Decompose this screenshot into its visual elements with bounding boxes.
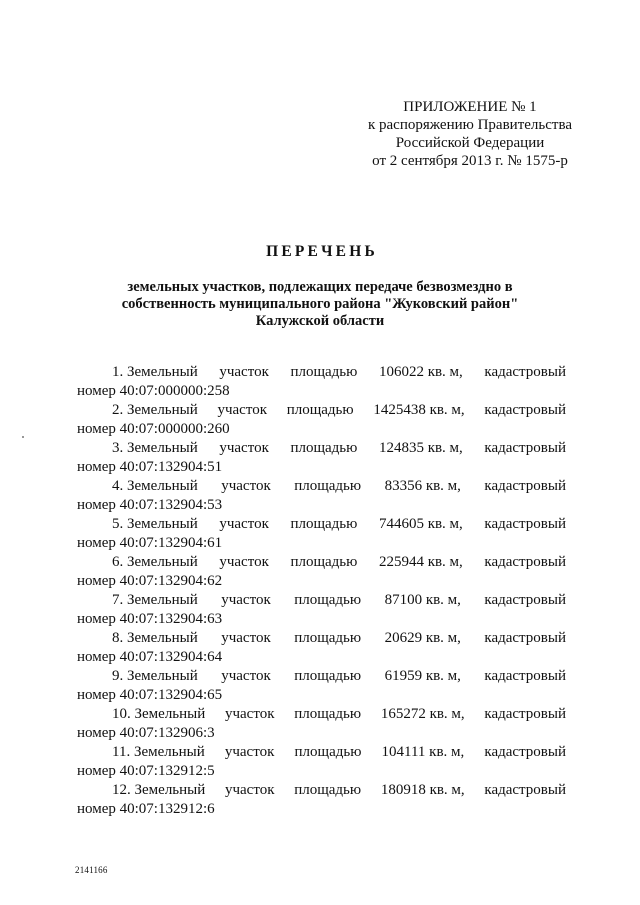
word-cadastral: кадастровый xyxy=(484,744,566,760)
item-number: 8. xyxy=(112,630,124,646)
word-cadastral: кадастровый xyxy=(484,706,566,722)
word-plot: Земельный xyxy=(127,630,198,646)
item-number-and-word xyxy=(112,553,198,572)
word-cadastral: кадастровый xyxy=(484,554,566,570)
item-size: 165272 кв. м, xyxy=(380,706,465,722)
item-cadastral-number: номер 40:07:132904:53 xyxy=(77,497,223,513)
document-title: ПЕРЕЧЕНЬ xyxy=(266,243,378,260)
list-item-line-1 xyxy=(77,629,566,648)
word-lot: участок xyxy=(221,630,271,646)
item-cadastral-number: номер 40:07:132912:5 xyxy=(77,763,215,779)
item-number: 10. xyxy=(112,706,131,722)
word-lot: участок xyxy=(219,364,269,380)
item-number: 3. xyxy=(112,440,124,456)
item-size: 225944 кв. м, xyxy=(378,554,463,570)
item-size: 106022 кв. м, xyxy=(378,364,463,380)
item-number: 11. xyxy=(112,744,131,760)
word-plot: Земельный xyxy=(127,592,198,608)
item-size: 83356 кв. м, xyxy=(384,478,461,494)
word-area: площадью xyxy=(294,478,362,494)
list-item-line-1 xyxy=(77,705,566,724)
word-plot: Земельный xyxy=(127,554,198,570)
item-number-and-word xyxy=(112,705,205,724)
word-cadastral: кадастровый xyxy=(484,630,566,646)
word-lot: участок xyxy=(224,744,275,760)
item-number-and-word xyxy=(112,629,198,648)
subtitle-line-2: собственность муниципального района "Жуковский район" xyxy=(121,296,519,312)
item-cadastral-number: номер 40:07:132904:62 xyxy=(77,573,223,589)
scan-speck xyxy=(22,436,24,438)
list-item xyxy=(77,553,566,591)
list-item-line-1 xyxy=(77,439,566,458)
word-cadastral: кадастровый xyxy=(484,364,566,380)
item-size: 124835 кв. м, xyxy=(378,440,463,456)
word-lot: участок xyxy=(219,554,269,570)
word-plot: Земельный xyxy=(127,478,198,494)
list-item xyxy=(77,439,566,477)
item-number-and-word xyxy=(112,515,198,534)
appendix-order-ref: к распоряжению Правительства xyxy=(367,117,572,133)
word-cadastral: кадастровый xyxy=(484,478,566,494)
word-cadastral: кадастровый xyxy=(484,516,566,532)
list-item xyxy=(77,667,566,705)
item-cadastral-number: номер 40:07:000000:258 xyxy=(77,383,230,399)
item-number-and-word xyxy=(112,667,198,686)
word-lot: участок xyxy=(224,782,275,798)
list-item-line-1 xyxy=(77,667,566,686)
word-plot: Земельный xyxy=(134,782,206,798)
document-subtitle xyxy=(0,279,640,330)
word-plot: Земельный xyxy=(127,364,198,380)
word-lot: участок xyxy=(224,706,275,722)
item-size: 20629 кв. м, xyxy=(384,630,461,646)
appendix-date: от 2 сентября 2013 г. № 1575-р xyxy=(372,153,568,169)
word-area: площадью xyxy=(286,402,354,418)
word-plot: Земельный xyxy=(127,440,198,456)
appendix-header xyxy=(368,98,572,170)
word-area: площадью xyxy=(294,630,362,646)
word-cadastral: кадастровый xyxy=(484,440,566,456)
item-number-and-word xyxy=(112,743,205,762)
item-size: 180918 кв. м, xyxy=(380,782,465,798)
item-number-and-word xyxy=(112,477,198,496)
item-cadastral-number: номер 40:07:132904:65 xyxy=(77,687,223,703)
list-item-line-1 xyxy=(77,515,566,534)
word-lot: участок xyxy=(221,668,271,684)
list-item xyxy=(77,781,566,819)
word-cadastral: кадастровый xyxy=(484,592,566,608)
word-lot: участок xyxy=(221,478,271,494)
list-item xyxy=(77,591,566,629)
word-area: площадью xyxy=(294,744,362,760)
item-cadastral-number: номер 40:07:132912:6 xyxy=(77,801,215,817)
land-plot-list xyxy=(77,363,566,819)
item-number-and-word xyxy=(112,439,198,458)
item-number: 1. xyxy=(112,364,124,380)
item-number: 4. xyxy=(112,478,124,494)
item-number-and-word xyxy=(112,591,198,610)
word-area: площадью xyxy=(294,668,362,684)
item-number: 2. xyxy=(112,402,124,418)
word-lot: участок xyxy=(217,402,267,418)
item-size: 1425438 кв. м, xyxy=(373,402,465,418)
item-size: 744605 кв. м, xyxy=(378,516,463,532)
subtitle-line-3: Калужской области xyxy=(255,313,385,329)
word-lot: участок xyxy=(219,440,269,456)
list-item-line-1 xyxy=(77,743,566,762)
word-plot: Земельный xyxy=(133,744,205,760)
item-number-and-word xyxy=(112,781,205,800)
word-plot: Земельный xyxy=(127,668,198,684)
item-cadastral-number: номер 40:07:132904:63 xyxy=(77,611,223,627)
item-number-and-word xyxy=(112,363,198,382)
item-size: 87100 кв. м, xyxy=(384,592,461,608)
word-cadastral: кадастровый xyxy=(484,668,566,684)
word-area: площадью xyxy=(290,440,358,456)
item-number: 12. xyxy=(112,782,131,798)
word-cadastral: кадастровый xyxy=(484,782,566,798)
appendix-title: ПРИЛОЖЕНИЕ № 1 xyxy=(403,99,537,115)
list-item xyxy=(77,705,566,743)
list-item xyxy=(77,629,566,667)
item-cadastral-number: номер 40:07:132904:61 xyxy=(77,535,223,551)
list-item-line-1 xyxy=(77,401,566,420)
item-size: 61959 кв. м, xyxy=(384,668,461,684)
word-lot: участок xyxy=(219,516,269,532)
item-size: 104111 кв. м, xyxy=(381,744,465,760)
word-area: площадью xyxy=(294,706,362,722)
appendix-government: Российской Федерации xyxy=(395,135,545,151)
list-item xyxy=(77,477,566,515)
word-lot: участок xyxy=(221,592,271,608)
word-plot: Земельный xyxy=(127,516,198,532)
list-item xyxy=(77,401,566,439)
word-plot: Земельный xyxy=(127,402,198,418)
list-item-line-1 xyxy=(77,477,566,496)
word-area: площадью xyxy=(290,364,358,380)
list-item-line-1 xyxy=(77,591,566,610)
item-cadastral-number: номер 40:07:000000:260 xyxy=(77,421,230,437)
subtitle-line-1: земельных участков, подлежащих передаче безвозмездно в xyxy=(127,279,513,295)
word-area: площадью xyxy=(294,782,362,798)
word-area: площадью xyxy=(294,592,362,608)
list-item xyxy=(77,743,566,781)
item-cadastral-number: номер 40:07:132906:3 xyxy=(77,725,215,741)
word-cadastral: кадастровый xyxy=(484,402,566,418)
footer-code: 2141166 xyxy=(75,865,108,875)
item-cadastral-number: номер 40:07:132904:51 xyxy=(77,459,223,475)
word-area: площадью xyxy=(290,554,358,570)
item-number: 9. xyxy=(112,668,124,684)
item-number: 5. xyxy=(112,516,124,532)
item-number: 7. xyxy=(112,592,124,608)
item-number: 6. xyxy=(112,554,124,570)
list-item-line-1 xyxy=(77,363,566,382)
list-item xyxy=(77,515,566,553)
list-item xyxy=(77,363,566,401)
item-number-and-word xyxy=(112,401,198,420)
list-item-line-1 xyxy=(77,781,566,800)
word-area: площадью xyxy=(290,516,358,532)
list-item-line-1 xyxy=(77,553,566,572)
word-plot: Земельный xyxy=(134,706,206,722)
item-cadastral-number: номер 40:07:132904:64 xyxy=(77,649,223,665)
